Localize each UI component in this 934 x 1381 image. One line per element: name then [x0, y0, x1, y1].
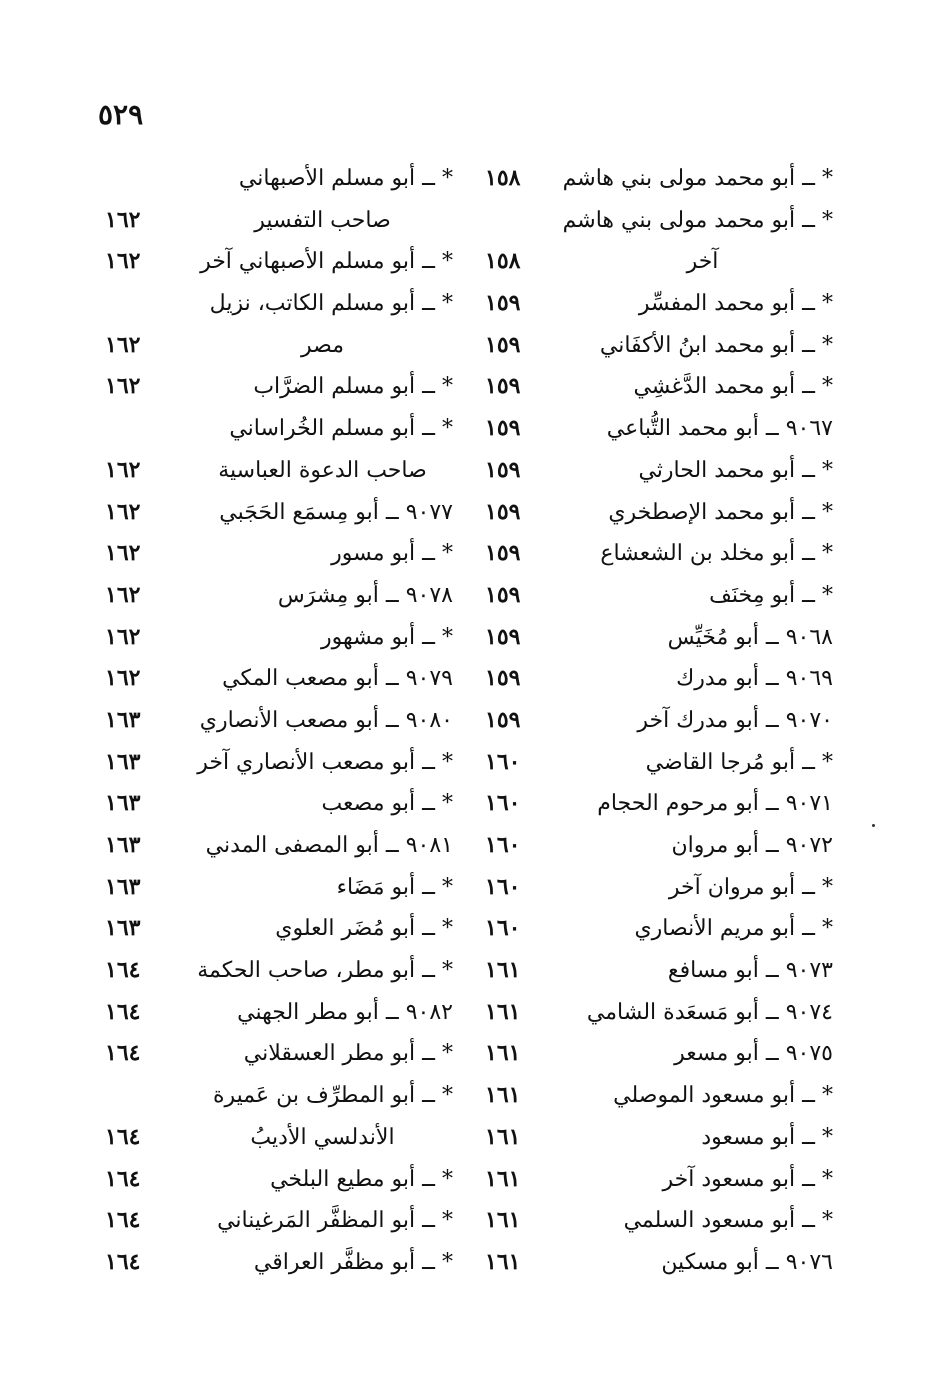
entry-name: * ــ أبو مسعود الموصلي	[613, 1083, 833, 1109]
entry-name: ٩٠٧٩ ــ أبو مصعب المكي	[222, 666, 453, 692]
entry-name: * ــ أبو مَضَاء	[336, 874, 453, 900]
entry-name: * ــ أبو مسلم الكاتب، نزيل	[209, 291, 453, 317]
index-entry	[95, 283, 465, 325]
index-entry	[475, 1033, 845, 1075]
index-entry	[475, 950, 845, 992]
entry-page-ref: ١٦١	[485, 998, 521, 1025]
entry-page-ref: ١٦٢	[105, 456, 141, 483]
index-entry	[475, 1242, 845, 1284]
entry-name: * ــ أبو مسعود آخر	[662, 1166, 833, 1192]
entry-name: ٩٠٧٢ ــ أبو مروان	[671, 833, 833, 858]
entry-name: * ــ أبو مسور	[331, 541, 453, 567]
index-column-right	[475, 158, 845, 1275]
entry-name: ٩٠٨٢ ــ أبو مطر الجهني	[237, 999, 453, 1025]
margin-dot	[872, 824, 875, 827]
index-entry	[95, 158, 465, 200]
index-entry	[475, 742, 845, 784]
index-entry	[95, 617, 465, 659]
entry-name: ٩٠٧٣ ــ أبو مسافع	[667, 958, 833, 984]
index-entry	[475, 617, 845, 659]
entry-page-ref: ١٦٣	[105, 748, 141, 775]
index-entry	[95, 533, 465, 575]
index-entry	[475, 200, 845, 242]
entry-page-ref: ١٦٢	[105, 665, 141, 692]
entry-name: * ــ أبو مشهور	[320, 624, 453, 650]
index-entry	[95, 783, 465, 825]
index-entry	[475, 700, 845, 742]
entry-name: ٩٠٧٠ ــ أبو مدرك آخر	[637, 707, 833, 733]
entry-name: * ــ أبو مصعب	[321, 791, 453, 817]
entry-name: * ــ أبو مسعود السلمي	[623, 1208, 833, 1234]
entry-name: ٩٠٨٠ ــ أبو مصعب الأنصاري	[199, 707, 453, 733]
entry-page-ref: ١٦١	[485, 957, 521, 984]
entry-page-ref: ١٦٣	[105, 790, 141, 817]
entry-name: * ــ أبو مخلد بن الشعشاع	[600, 541, 833, 567]
entry-page-ref: ١٦١	[485, 1040, 521, 1067]
entry-name: * ــ أبو مسلم الخُراساني	[229, 416, 453, 442]
index-entry	[95, 1075, 465, 1117]
entry-name: ٩٠٨١ ــ أبو المصفى المدني	[205, 833, 453, 858]
entry-page-ref: ١٥٩	[485, 623, 521, 650]
index-entry	[475, 241, 845, 283]
entry-page-ref: ١٦٢	[105, 540, 141, 567]
entry-page-ref: ١٥٩	[485, 540, 521, 567]
entry-page-ref: ١٦٠	[485, 748, 521, 775]
entry-page-ref: ١٦٤	[105, 1123, 141, 1150]
entry-page-ref: ١٦٣	[105, 873, 141, 900]
entry-name: * ــ أبو محمد مولى بني هاشم	[562, 207, 833, 233]
entry-page-ref: ١٦١	[485, 1248, 521, 1275]
entry-name: صاحب التفسير	[254, 207, 391, 233]
index-entry	[475, 450, 845, 492]
entry-page-ref: ١٦٣	[105, 832, 141, 858]
entry-name: ٩٠٧١ ــ أبو مرحوم الحجام	[597, 791, 833, 817]
entry-name: مصر	[300, 332, 344, 358]
entry-page-ref: ١٦١	[485, 1207, 521, 1234]
entry-name: * ــ أبو المظفَّر المَرغيناني	[217, 1208, 453, 1234]
index-column-left	[95, 158, 465, 1275]
index-entry	[95, 1242, 465, 1284]
entry-name: * ــ أبو مسلم الضرَّاب	[253, 374, 453, 400]
page-number: ٥٢٩	[98, 98, 144, 131]
entry-page-ref: ١٥٩	[485, 581, 521, 608]
index-entry	[475, 325, 845, 367]
entry-name: * ــ أبو مُرجا القاضي	[645, 749, 833, 775]
entry-page-ref: ١٦١	[485, 1165, 521, 1192]
index-entry	[95, 992, 465, 1034]
entry-page-ref: ١٦٢	[105, 331, 141, 358]
index-entry	[475, 783, 845, 825]
entry-page-ref: ١٦٤	[105, 998, 141, 1025]
entry-name: صاحب الدعوة العباسية	[218, 457, 427, 483]
index-entry	[475, 283, 845, 325]
index-entry	[475, 1075, 845, 1117]
entry-page-ref: ١٦٢	[105, 498, 141, 525]
entry-page-ref: ١٦١	[485, 1082, 521, 1109]
entry-name: الأندلسي الأديبُ	[250, 1124, 395, 1150]
index-entry	[95, 867, 465, 909]
index-entry	[95, 492, 465, 534]
entry-name: * ــ أبو مُضَر العلوي	[275, 916, 453, 942]
index-entry	[475, 908, 845, 950]
entry-page-ref: ١٦٢	[105, 581, 141, 608]
index-entry	[475, 366, 845, 408]
entry-page-ref: ١٦٠	[485, 790, 521, 817]
index-entry	[95, 1033, 465, 1075]
entry-page-ref: ١٦٢	[105, 206, 141, 233]
entry-name: * ــ أبو محمد مولى بني هاشم	[562, 166, 833, 191]
entry-name: * ــ أبو مسلم الأصبهاني آخر	[200, 249, 453, 275]
entry-name: * ــ أبو مروان آخر	[668, 874, 833, 900]
index-entry	[95, 1117, 465, 1159]
entry-name: ٩٠٦٩ ــ أبو مدرك	[676, 666, 833, 692]
entry-page-ref: ١٦٤	[105, 1248, 141, 1275]
entry-page-ref: ١٦٤	[105, 1207, 141, 1234]
entry-page-ref: ١٥٩	[485, 290, 521, 317]
entry-name: * ــ أبو محمد المفسِّر	[638, 291, 833, 317]
entry-name: * ــ أبو مصعب الأنصاري آخر	[197, 749, 453, 775]
entry-name: ٩٠٦٧ ــ أبو محمد التُّباعي	[606, 416, 833, 442]
entry-name: * ــ أبو مطيع البلخي	[270, 1166, 453, 1192]
entry-name: ٩٠٧٤ ــ أبو مَسعَدة الشامي	[586, 999, 833, 1025]
index-entry	[475, 1200, 845, 1242]
index-entry	[475, 575, 845, 617]
entry-name: ٩٠٧٨ ــ أبو مِشرَس	[277, 582, 453, 608]
entry-name: ٩٠٧٥ ــ أبو مسعر	[674, 1041, 833, 1067]
entry-page-ref: ١٦٠	[485, 832, 521, 858]
entry-page-ref: ١٦٢	[105, 373, 141, 400]
entry-page-ref: ١٦٤	[105, 957, 141, 984]
entry-page-ref: ١٥٩	[485, 415, 521, 442]
entry-name: * ــ أبو مظفَّر العراقي	[253, 1249, 453, 1275]
entry-page-ref: ١٥٩	[485, 373, 521, 400]
entry-page-ref: ١٦٣	[105, 915, 141, 942]
entry-page-ref: ١٥٩	[485, 456, 521, 483]
index-entry	[95, 575, 465, 617]
index-entry	[475, 1159, 845, 1201]
entry-name: * ــ أبو مسعود	[701, 1124, 833, 1150]
entry-name: * ــ أبو مطر العسقلاني	[243, 1041, 453, 1067]
entry-name: * ــ أبو مطر، صاحب الحكمة	[197, 958, 453, 984]
entry-page-ref: ١٦١	[485, 1123, 521, 1150]
index-entry	[475, 1117, 845, 1159]
entry-page-ref: ١٥٩	[485, 706, 521, 733]
entry-name: * ــ أبو مِخنَف	[709, 582, 833, 608]
index-entry	[95, 325, 465, 367]
entry-page-ref: ١٥٨	[485, 248, 521, 275]
index-entry	[475, 825, 845, 867]
index-entry	[95, 200, 465, 242]
entry-name: * ــ أبو محمد الدَّغشِي	[633, 374, 833, 400]
entry-name: * ــ أبو محمد الإصطخري	[608, 499, 833, 525]
index-entry	[475, 867, 845, 909]
index-entry	[475, 992, 845, 1034]
index-entry	[95, 742, 465, 784]
entry-page-ref: ١٦٠	[485, 873, 521, 900]
entry-page-ref: ١٦٢	[105, 623, 141, 650]
index-entry	[95, 825, 465, 867]
entry-page-ref: ١٦٤	[105, 1165, 141, 1192]
entry-name: ٩٠٧٧ ــ أبو مِسمَع الحَجَبي	[219, 499, 453, 525]
entry-name: ٩٠٧٦ ــ أبو مسكين	[661, 1249, 833, 1275]
entry-name: آخر	[686, 249, 719, 275]
entry-name: * ــ أبو محمد الحارثي	[638, 457, 833, 483]
index-entry	[475, 658, 845, 700]
entry-name: * ــ أبو مسلم الأصبهاني	[238, 166, 453, 191]
index-entry	[95, 700, 465, 742]
entry-name: * ــ أبو مريم الأنصاري	[634, 916, 833, 942]
entry-page-ref: ١٦٢	[105, 248, 141, 275]
index-entry	[95, 908, 465, 950]
index-entry	[95, 408, 465, 450]
entry-page-ref: ١٥٩	[485, 331, 521, 358]
entry-page-ref: ١٥٨	[485, 165, 521, 191]
index-entry	[95, 950, 465, 992]
index-entry	[475, 408, 845, 450]
index-entry	[475, 492, 845, 534]
entry-page-ref: ١٦٤	[105, 1040, 141, 1067]
index-entry	[475, 533, 845, 575]
entry-name: * ــ أبو المطرِّف بن عَميرة	[212, 1083, 453, 1109]
index-entry	[95, 241, 465, 283]
index-entry	[95, 1200, 465, 1242]
entry-page-ref: ١٥٩	[485, 498, 521, 525]
entry-page-ref: ١٥٩	[485, 665, 521, 692]
index-entry	[95, 658, 465, 700]
index-entry	[95, 1159, 465, 1201]
index-entry	[95, 366, 465, 408]
index-entry	[95, 450, 465, 492]
entry-page-ref: ١٦٣	[105, 706, 141, 733]
entry-name: ٩٠٦٨ ــ أبو مُخَيِّس	[667, 624, 833, 650]
entry-name: * ــ أبو محمد ابنُ الأكفَاني	[599, 332, 833, 358]
index-entry	[475, 158, 845, 200]
entry-page-ref: ١٦٠	[485, 915, 521, 942]
